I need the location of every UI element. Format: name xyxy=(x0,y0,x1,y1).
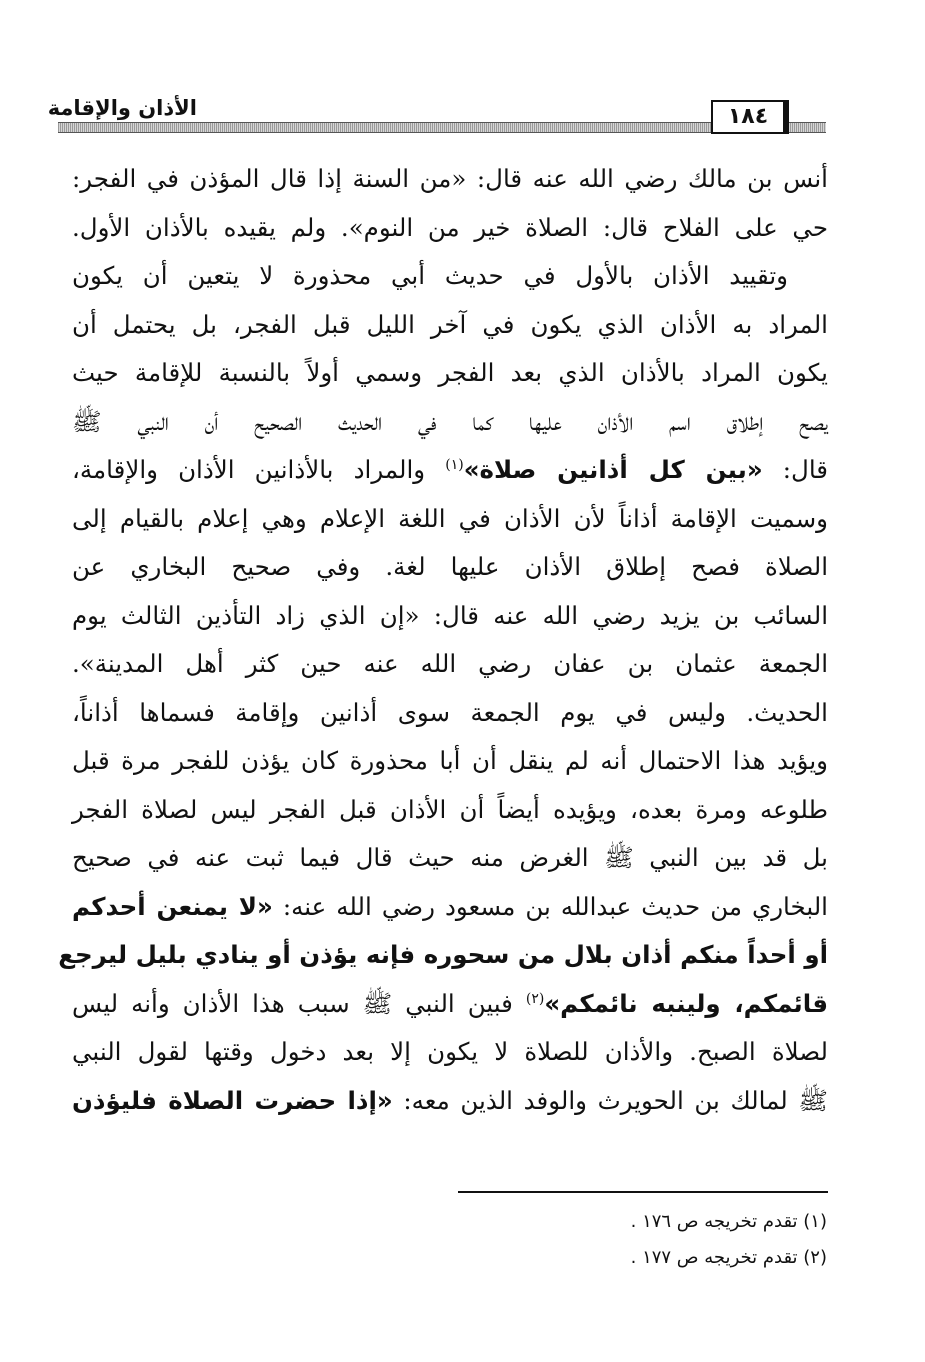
footnote-ref-2: (٢) xyxy=(525,990,545,1007)
text-line: حي على الفلاح قال: الصلاة خير من النوم». ولم يقيده بالأذان الأول. xyxy=(72,212,828,242)
text-segment: والمراد بالأذانين الأذان والإقامة، xyxy=(72,455,426,484)
page-header xyxy=(47,96,826,140)
text-line: الحديث. وليس في يوم الجمعة سوى أذانين وإقامة فسماها أذاناً، xyxy=(72,697,828,727)
footnote-separator xyxy=(458,1191,828,1193)
text-segment: ﷺ لمالك بن الحويرث والوفد الذين معه: xyxy=(403,1085,828,1115)
text-line: المراد به الأذان الذي يكون في آخر الليل قبل الفجر، بل يحتمل أن xyxy=(72,309,828,339)
text-line: الجمعة عثمان بن عفان رضي الله عنه حين كثر أهل المدينة». xyxy=(72,649,828,678)
chapter-title: الأذان والإقامة xyxy=(44,96,201,120)
footnotes xyxy=(631,1204,827,1276)
footnote-2: (٢) تقدم تخريجه ص ١٧٧ . xyxy=(630,1247,827,1268)
hadith-quote: «بين كل أذانين صلاة» xyxy=(463,455,763,484)
text-segment: قال: xyxy=(782,455,829,484)
text-line: أنس بن مالك رضي الله عنه قال: «من السنة إذا قال المؤذن في الفجر: xyxy=(72,164,828,193)
text-line: الصلاة فصح إطلاق الأذان عليها لغة. وفي صحيح البخاري عن xyxy=(72,552,828,581)
text-segment: فبين النبي ﷺ سبب هذا الأذان وأنه ليس xyxy=(72,988,513,1018)
main-text xyxy=(58,155,829,1125)
text-line: لصلاة الصبح. والأذان للصلاة لا يكون إلا بعد دخول وقتها لقول النبي xyxy=(72,1037,828,1066)
text-line: السائب بن يزيد رضي الله عنه قال: «إن الذي زاد التأذين الثالث يوم xyxy=(72,600,828,630)
hadith-quote: قائمكم، ولينبه نائمكم» xyxy=(544,988,828,1018)
text-segment: البخاري من حديث عبدالله بن مسعود رضي الله عنه: xyxy=(282,891,828,921)
text-line xyxy=(72,1077,828,1126)
text-line: وتقييد الأذان بالأول في حديث أبي محذورة لا يتعين أن يكون xyxy=(72,261,788,290)
footnote-1: (١) تقدم تخريجه ص ١٧٦ . xyxy=(630,1211,827,1232)
footnote-ref-1: (١) xyxy=(445,456,464,473)
page-number: ١٨٤ xyxy=(711,100,785,134)
text-line: طلوعه ومرة بعده، ويؤيده أيضاً أن الأذان قبل الفجر ليس لصلاة الفجر xyxy=(72,794,828,824)
text-line xyxy=(72,883,828,932)
text-line: وسميت الإقامة أذاناً لأن الأذان في اللغة الإعلام وهي إعلام بالقيام إلى xyxy=(72,503,828,533)
hadith-quote: «إذا حضرت الصلاة فليؤذن xyxy=(72,1085,393,1115)
text-line: يكون المراد بالأذان الذي بعد الفجر وسمي أولاً بالنسبة للإقامة حيث xyxy=(72,358,828,387)
text-line: يصح إطلاق اسم الأذان عليها كما في الحديث الصحيح أن النبي ﷺ xyxy=(72,406,828,436)
text-line: أو أحداً منكم أذان بلال من سحوره فإنه يؤذن أو ينادي بليل ليرجع xyxy=(58,940,828,969)
text-line: ويؤيد هذا الاحتمال أنه لم ينقل أن أبا محذورة كان يؤذن للفجر مرة قبل xyxy=(72,746,828,775)
hadith-quote: «لا يمنعن أحدكم xyxy=(72,891,273,921)
text-line xyxy=(72,980,828,1029)
text-line: بل قد بين النبي ﷺ الغرض منه حيث قال فيما ثبت عنه في صحيح xyxy=(72,843,828,872)
text-line xyxy=(72,446,828,495)
